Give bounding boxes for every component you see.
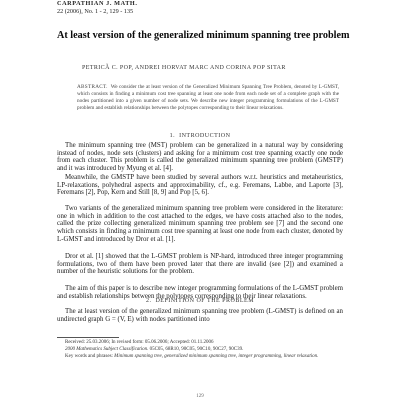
footnotes [65, 339, 343, 360]
keywords-text: Minimum spanning tree, generalized minimum spanning tree, integer programming, linear relaxation. [114, 354, 319, 359]
paragraph-text: The aim of this paper is to describe new integer programming formulations of the L-GMST problem and establish relationships between the polytopes corresponding to their linear relaxations. [57, 285, 343, 300]
paragraph-text: Meanwhile, the GMSTP have been studied by several authors w.r.t. heuristics and metaheuristics, LP-relaxations, polyhedral aspects and approximability, cf., e.g. Feremans, Labbe, and Laporte [3], Feremans [2], Pop, Kern and Still [8, 9] and Pop [5, 6]. [57, 174, 343, 197]
journal-name: CARPATHIAN J. MATH. [57, 0, 138, 7]
abstract [77, 84, 339, 112]
paragraph-text: The at least version of the generalized minimum spanning tree problem (L-GMST) is defined on an undirected graph G = (V, E) with nodes partitioned into [57, 308, 343, 323]
abstract-text: We consider the at least version of the Generalized Minimum Spanning Tree Problem, denoted by L-GMST, which consists in finding a minimum cost tree spanning at least one node from each node set of a complete graph with the nodes partitioned into a given number of node sets. We describe new integer programming formulations of the L-GMST problem and establish relationships between the polytopes corresponding to their linear relaxations. [77, 84, 339, 111]
section-number: 2. [145, 298, 152, 304]
paper-authors: PETRICĂ C. POP, ANDREI HORVAT MARC AND CORINA POP SITAR [82, 65, 286, 71]
definition-paragraph-1 [57, 308, 343, 323]
journal-volume-line: 22 (2006), No. 1 - 2, 129 - 135 [57, 7, 134, 15]
intro-paragraph-1 [57, 142, 343, 173]
footnote-msc [65, 346, 343, 353]
paragraph-text: The minimum spanning tree (MST) problem can be generalized in a natural way by considering instead of nodes, node sets (clusters) and asking for a minimum cost tree spanning exactly one node from each cluster. This problem is called the generalized minimum spanning tree problem (GMSTP) and it was introduced by Myung et al. [4]. [57, 142, 343, 173]
intro-paragraph-4 [57, 253, 343, 276]
journal-header [57, 0, 138, 15]
footnote-received: Received: 25.03.2006; In revised form: 05.06.2006; Accepted: 01.11.2006 [65, 340, 214, 345]
paragraph-text: Two variants of the generalized minimum spanning tree problem were considered in the literature: one in which in addition to the cost attached to the edges, we have costs attached also to the nodes, called the prize collecting generalized minimum spanning tree problem see [7] and the second one which consists in finding a minimum cost tree spanning at least one node from each cluster, denoted by L-GMST and introduced by Dror et al. [1]. [57, 205, 343, 243]
msc-label: 2000 Mathematics Subject Classification. [65, 347, 149, 352]
page-number: 129 [196, 394, 204, 399]
section-heading-definition [57, 298, 343, 304]
intro-paragraph-2 [57, 174, 343, 197]
paper-title: At least version of the generalized minimum spanning tree problem [57, 30, 350, 41]
footnote-keywords [65, 353, 343, 360]
section-title: DEFINITION OF THE PROBLEM [155, 298, 255, 304]
abstract-label: ABSTRACT. [77, 84, 108, 90]
intro-paragraph-3 [57, 205, 343, 244]
keywords-label: Key words and phrases: [65, 354, 113, 359]
section-heading-introduction [57, 133, 343, 139]
section-title: INTRODUCTION [179, 133, 231, 139]
section-number: 1. [169, 133, 176, 139]
paragraph-text: Dror et al. [1] showed that the L-GMST problem is NP-hard, introduced three integer programming formulations, two of them have been proved later that there are invalid (see [2]) and examined a number of the heuristic solutions for the problem. [57, 253, 343, 276]
msc-codes: 05C05, 68R10, 90C05, 90C10, 90C27, 90C39. [149, 347, 244, 352]
footnote-divider [57, 337, 119, 338]
